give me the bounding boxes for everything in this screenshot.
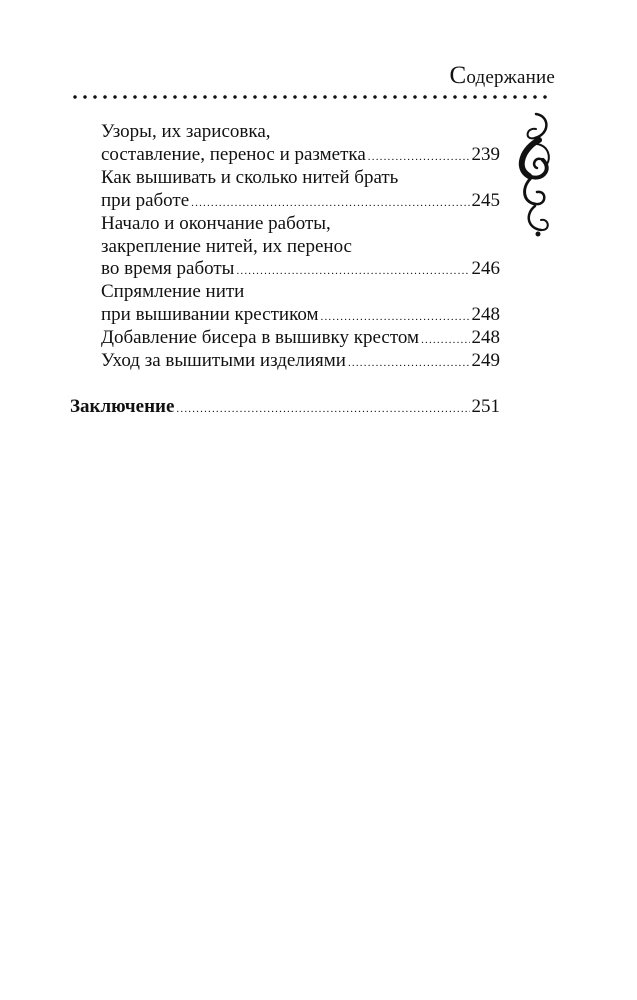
toc-entry-line: Как вышивать и сколько нитей брать (101, 166, 399, 188)
toc-entry-last-line (101, 350, 500, 373)
toc-entry-last-line (101, 327, 500, 350)
dot-leader (348, 358, 470, 369)
toc-entry[interactable] (70, 350, 500, 373)
toc-entry[interactable] (70, 213, 500, 282)
toc-entry-line: при вышивании крестиком (101, 304, 319, 326)
toc-page-number: 245 (471, 189, 500, 211)
toc-entry-line: составление, перенос и разметка (101, 143, 366, 165)
dot-leader (368, 152, 470, 163)
dot-leader (321, 312, 470, 323)
toc-entry-line: закрепление нитей, их перенос (101, 235, 352, 257)
table-of-contents (70, 121, 500, 419)
toc-entry-last-line (101, 190, 500, 213)
toc-entry[interactable] (70, 121, 500, 167)
toc-conclusion-title: Заключение (70, 395, 175, 417)
flourish-ornament-icon (505, 110, 559, 240)
toc-entry-line: Узоры, их зарисовка, (101, 121, 271, 142)
toc-entry-line: при работе (101, 189, 190, 211)
dot-leader (236, 266, 469, 277)
running-head-text: одержание (466, 67, 555, 88)
running-head-initial: С (449, 62, 467, 89)
toc-entry[interactable] (70, 327, 500, 350)
toc-entry-line: Уход за вышитыми изделиями (101, 350, 346, 372)
dotted-rule (70, 94, 550, 100)
toc-page-number: 248 (471, 327, 500, 349)
toc-entry-line: Добавление бисера в вышивку крестом (101, 327, 420, 349)
toc-page-number: 251 (471, 395, 500, 417)
toc-entry[interactable] (70, 281, 500, 327)
toc-page-number: 249 (471, 350, 500, 372)
dot-leader (191, 198, 469, 209)
toc-entry-line: Начало и окончание работы, (101, 212, 331, 234)
toc-entry-last-line (101, 258, 500, 281)
toc-entry-last-line (101, 304, 500, 327)
running-head (449, 62, 555, 90)
dot-leader (176, 404, 469, 415)
toc-entry-conclusion[interactable] (70, 396, 500, 419)
toc-entry-last-line (101, 144, 500, 167)
toc-entry[interactable] (70, 167, 500, 213)
toc-page-number: 246 (471, 258, 500, 280)
toc-entry-last-line (70, 396, 500, 419)
toc-page-number: 239 (471, 143, 500, 165)
toc-entry-line: Спрямление нити (101, 281, 245, 303)
toc-page-number: 248 (471, 304, 500, 326)
toc-entry-line: во время работы (101, 258, 235, 280)
dot-leader (421, 335, 469, 346)
